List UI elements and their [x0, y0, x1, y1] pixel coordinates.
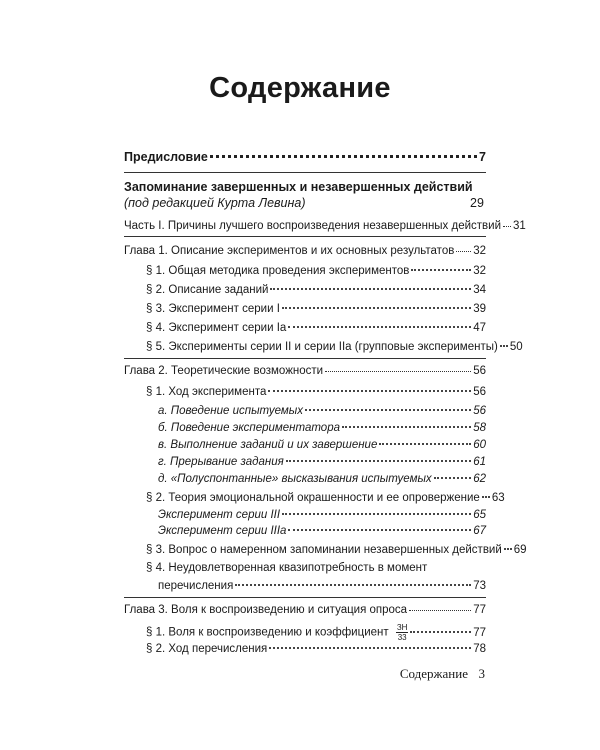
dot-leader	[503, 226, 511, 227]
toc-entry-title: § 2. Теория эмоциональной окрашенности и ее опровержение	[146, 492, 480, 504]
toc-entry-s2-1e[interactable]	[158, 472, 486, 486]
divider	[124, 172, 486, 173]
toc-entry-s2-1c[interactable]	[158, 438, 486, 452]
toc-entry-title: Предисловие	[124, 150, 208, 164]
toc-entry-title: Глава 3. Воля к воспроизведению и ситуация опроса	[124, 604, 408, 616]
dot-leader	[456, 251, 471, 252]
toc-section-page: 29	[470, 196, 484, 210]
toc-section-title[interactable]: Запоминание завершенных и незавершенных действий	[124, 180, 473, 194]
toc-entry-part1[interactable]	[124, 219, 526, 233]
dot-leader	[410, 631, 471, 633]
toc-entry-title: § 5. Эксперименты серии II и серии IIa (групповые эксперименты)	[146, 341, 498, 353]
page-number: 3	[478, 666, 485, 681]
dot-leader	[268, 390, 471, 392]
toc-entry-title: § 2. Ход перечисления	[146, 643, 268, 655]
dot-leader	[409, 610, 471, 611]
dot-leader	[210, 155, 477, 158]
toc-entry-title: Эксперимент серии IIIa	[158, 525, 287, 537]
toc-entry-page: 56	[473, 365, 486, 377]
toc-entry-title: Глава 1. Описание экспериментов и их основных результатов	[124, 245, 455, 257]
page-title: Содержание	[209, 72, 391, 104]
dot-leader	[434, 477, 472, 479]
dot-leader	[500, 345, 508, 347]
toc-entry-s2-4-line1[interactable]: § 4. Неудовлетворенная квазипотребность в момент	[146, 562, 428, 574]
toc-entry-page: 65	[473, 509, 486, 521]
dot-leader	[282, 513, 471, 515]
dot-leader	[325, 371, 471, 372]
toc-entry-s2-1[interactable]	[146, 385, 486, 399]
toc-entry-page: 69	[513, 544, 527, 556]
toc-entry-title: а. Поведение испытуемых	[158, 405, 303, 417]
toc-entry-s2-2b[interactable]	[158, 524, 486, 538]
toc-entry-s1-2[interactable]	[146, 283, 486, 297]
toc-entry-ch2[interactable]	[124, 364, 486, 378]
dot-leader	[270, 288, 471, 290]
toc-entry-page: 77	[473, 604, 486, 616]
toc-entry-s3-1[interactable]	[146, 623, 486, 642]
toc-entry-page: 78	[473, 643, 486, 655]
dot-leader	[379, 443, 471, 445]
toc-entry-title: Глава 2. Теоретические возможности	[124, 365, 324, 377]
toc-entry-page: 34	[473, 284, 486, 296]
toc-entry-page: 31	[513, 220, 526, 232]
toc-entry-ch1[interactable]	[124, 244, 486, 258]
toc-entry-title: Часть I. Причины лучшего воспроизведения незавершенных действий	[124, 220, 502, 232]
dot-leader	[235, 584, 471, 586]
toc-entry-page: 32	[473, 245, 486, 257]
toc-entry-title: б. Поведение экспериментатора	[158, 422, 340, 434]
toc-entry-title: § 1. Общая методика проведения экспериментов	[146, 265, 410, 277]
dot-leader	[288, 326, 471, 328]
toc-entry-s1-1[interactable]	[146, 264, 486, 278]
fraction-numerator: ЗН	[396, 623, 408, 632]
toc-entry-title: § 3. Эксперимент серии I	[146, 303, 280, 315]
toc-entry-title: д. «Полуспонтанные» высказывания испытуемых	[158, 473, 432, 485]
toc-section-subtitle: (под редакцией Курта Левина)	[124, 196, 306, 210]
fraction-denominator: 33	[397, 633, 407, 642]
toc-entry-s3-2[interactable]	[146, 642, 486, 656]
toc-entry-title	[146, 623, 408, 642]
running-footer-title: Содержание	[399, 666, 468, 681]
toc-entry-page: 47	[473, 322, 486, 334]
toc-entry-page: 61	[473, 456, 486, 468]
dot-leader	[305, 409, 471, 411]
toc-entry-s1-3[interactable]	[146, 302, 486, 316]
toc-entry-title: § 4. Эксперимент серии Ia	[146, 322, 287, 334]
toc-entry-page: 73	[473, 580, 486, 592]
toc-entry-s2-2[interactable]	[146, 491, 505, 505]
toc-entry-page: 60	[473, 439, 486, 451]
toc-entry-s1-5[interactable]	[146, 340, 523, 354]
toc-entry-page: 56	[473, 386, 486, 398]
dot-leader	[282, 307, 471, 309]
toc-entry-s2-1a[interactable]	[158, 404, 486, 418]
divider	[124, 358, 486, 359]
toc-entry-s2-4[interactable]	[158, 579, 486, 593]
dot-leader	[482, 496, 490, 498]
toc-entry-preface[interactable]	[124, 150, 486, 164]
toc-entry-s2-3[interactable]	[146, 543, 527, 557]
toc-entry-page: 7	[479, 150, 486, 164]
toc-entry-s1-4[interactable]	[146, 321, 486, 335]
toc-entry-s2-2a[interactable]	[158, 508, 486, 522]
toc-entry-title: перечисления	[158, 580, 234, 592]
toc-entry-ch3[interactable]	[124, 603, 486, 617]
toc-entry-title: Эксперимент серии III	[158, 509, 281, 521]
divider	[124, 236, 486, 237]
dot-leader	[269, 647, 471, 649]
toc-entry-s2-1b[interactable]	[158, 421, 486, 435]
toc-entry-page: 58	[473, 422, 486, 434]
dot-leader	[411, 269, 471, 271]
toc-entry-page: 32	[473, 265, 486, 277]
toc-entry-page: 39	[473, 303, 486, 315]
toc-entry-page: 67	[473, 525, 486, 537]
dot-leader	[504, 548, 512, 550]
toc-entry-title: § 1. Ход эксперимента	[146, 386, 267, 398]
page-footer	[0, 666, 600, 686]
toc-entry-page: 63	[491, 492, 505, 504]
toc-entry-title-text: § 1. Воля к воспроизведению и коэффициент	[146, 626, 389, 639]
fraction	[396, 623, 409, 642]
divider	[124, 597, 486, 598]
toc-entry-page: 77	[473, 626, 486, 639]
toc-entry-page: 50	[509, 341, 523, 353]
toc-entry-title: в. Выполнение заданий и их завершение	[158, 439, 378, 451]
dot-leader	[286, 460, 471, 462]
dot-leader	[342, 426, 471, 428]
toc-entry-title: § 2. Описание заданий	[146, 284, 269, 296]
dot-leader	[288, 529, 471, 531]
toc-entry-page: 62	[473, 473, 486, 485]
toc-entry-title: § 3. Вопрос о намеренном запоминании незавершенных действий	[146, 544, 502, 556]
toc-entry-page: 56	[473, 405, 486, 417]
toc-entry-s2-1d[interactable]	[158, 455, 486, 469]
toc-entry-title: г. Прерывание задания	[158, 456, 284, 468]
